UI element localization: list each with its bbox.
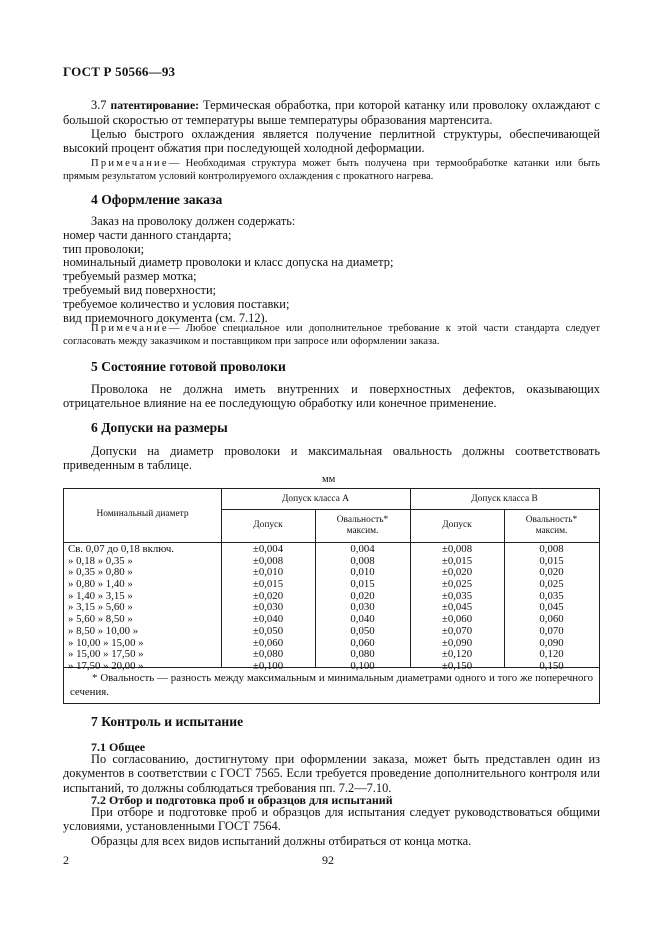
row-tolerance-a: ±0,020 (252, 589, 284, 602)
clause-text: Термическая обработка, при которой катанку или проволоку охлаждают с большой скоростью от температуры выше температуры образования мартенсита. (63, 98, 600, 128)
header-ovality-a (315, 515, 410, 537)
row-tolerance-a: ±0,100 (252, 659, 284, 672)
row-ovality-a: 0,015 (350, 578, 375, 591)
row-ovality-a: 0,008 (350, 554, 375, 567)
row-tolerance-b: ±0,060 (441, 613, 473, 626)
row-ovality-b: 0,090 (539, 636, 564, 649)
row-tolerance-b: ±0,070 (441, 624, 473, 637)
section-7-2-heading: 7.2 Отбор и подготовка проб и образцов для испытаний (91, 793, 393, 807)
row-ovality-b: 0,150 (539, 659, 564, 672)
row-ovality-b: 0,120 (539, 648, 564, 661)
header-nominal-diameter: Номинальный диаметр (96, 509, 189, 519)
row-diameter: » 5,60 » 8,50 » (68, 613, 133, 626)
list-item: Заказ на проволоку должен содержать: (91, 214, 296, 228)
header-tolerance-a: Допуск (253, 520, 283, 530)
row-tolerance-a: ±0,030 (252, 601, 284, 614)
section-4-heading: 4 Оформление заказа (91, 192, 223, 207)
row-ovality-b: 0,020 (539, 566, 564, 579)
section-5-heading: 5 Состояние готовой проволоки (91, 359, 286, 374)
section-7-1-heading: 7.1 Общее (91, 740, 146, 754)
row-diameter: » 3,15 » 5,60 » (68, 601, 133, 614)
row-tolerance-b: ±0,015 (441, 554, 473, 567)
row-tolerance-a: ±0,040 (252, 613, 284, 626)
row-ovality-a: 0,060 (350, 636, 375, 649)
section-7-2-text: При отборе и подготовке проб и образцов для испытания следует руководствоваться общими условиями, установленными ГОСТ 7564. (63, 805, 600, 834)
ovality-max-label: максим. (535, 526, 568, 536)
header-class-a: Допуск класса А (282, 494, 349, 504)
note-text: — Необходимая структура может быть получена при термообработке катанки или быть прямым результатом условий контролируемого охлаждения с прокатного нагрева. (63, 158, 600, 183)
row-diameter: » 1,40 » 3,15 » (68, 589, 133, 602)
row-tolerance-b: ±0,035 (441, 589, 473, 602)
row-diameter: » 0,80 » 1,40 » (68, 578, 133, 591)
note-1 (63, 157, 600, 183)
row-ovality-a: 0,080 (350, 648, 375, 661)
row-diameter: » 17,50 » 20,00 » (68, 659, 144, 672)
section-6-heading: 6 Допуски на размеры (91, 420, 228, 435)
tolerance-a-column (221, 544, 315, 673)
row-ovality-b: 0,035 (539, 589, 564, 602)
row-ovality-b: 0,008 (539, 543, 564, 555)
note-label: Примечание (91, 323, 169, 334)
row-diameter: » 8,50 » 10,00 » (68, 624, 139, 637)
row-tolerance-a: ±0,008 (252, 554, 284, 567)
row-ovality-b: 0,060 (539, 613, 564, 626)
section-5-text: Проволока не должна иметь внутренних и поверхностных дефектов, оказывающих отрицательное влияние на ее последующую обработку или конечное применение. (63, 382, 600, 411)
section-7-1-text: По согласованию, достигнутому при оформлении заказа, может быть представлен один из документов в соответствии с ГОСТ 7565. Если требуется проведение дополнительного контроля или испытаний, то должны соблюдаться требования пп. 7.2—7.10. (63, 752, 600, 795)
row-tolerance-b: ±0,090 (441, 636, 473, 649)
table-footnote: * Овальность — разность между максимальным и минимальным диаметрами одного и того же поперечного сечения. (70, 672, 593, 698)
row-tolerance-b: ±0,020 (441, 566, 473, 579)
table-divider (221, 509, 599, 510)
page-number-left: 2 (63, 853, 69, 867)
clause-term: патентирование: (110, 99, 199, 112)
row-diameter: » 10,00 » 15,00 » (68, 636, 144, 649)
row-diameter: » 0,35 » 0,80 » (68, 566, 133, 579)
row-tolerance-a: ±0,050 (252, 624, 284, 637)
header-class-b: Допуск класса В (471, 494, 538, 504)
row-ovality-b: 0,070 (539, 624, 564, 637)
row-tolerance-a: ±0,004 (252, 543, 284, 555)
section-3-7-paragraph-2: Целью быстрого охлаждения является получение перлитной структуры, обеспечивающей высокий процент обжатия при последующей холодной деформации. (63, 127, 600, 156)
diameter-column (68, 544, 220, 673)
row-ovality-b: 0,045 (539, 601, 564, 614)
row-ovality-a: 0,020 (350, 589, 375, 602)
note-2 (63, 322, 600, 348)
ovality-a-column (315, 544, 410, 673)
note-text: — Любое специальное или дополнительное требование к этой части стандарта следует согласовать между заказчиком и поставщиком при запросе или оформлении заказа. (63, 323, 600, 348)
row-diameter: » 15,00 » 17,50 » (68, 648, 144, 661)
ovality-label: Овальность* (525, 515, 578, 525)
header-tolerance-b: Допуск (442, 520, 472, 530)
row-ovality-a: 0,040 (350, 613, 375, 626)
row-tolerance-b: ±0,045 (441, 601, 473, 614)
row-ovality-a: 0,100 (350, 659, 375, 672)
ovality-max-label: максим. (346, 526, 379, 536)
row-ovality-a: 0,050 (350, 624, 375, 637)
table-unit: мм (322, 474, 336, 485)
row-tolerance-b: ±0,150 (441, 659, 473, 672)
page-number-center: 92 (322, 853, 334, 867)
list-item: номер части данного стандарта; (63, 227, 232, 242)
clause-number: 3.7 (91, 98, 107, 112)
list-item: номинальный диаметр проволоки и класс допуска на диаметр; (63, 255, 394, 270)
ovality-label: Овальность* (336, 515, 389, 525)
ovality-b-column (504, 544, 599, 673)
row-tolerance-a: ±0,080 (252, 648, 284, 661)
section-6-text: Допуски на диаметр проволоки и максимальная овальность должны соответствовать приведенным в таблице. (63, 444, 600, 473)
list-item: требуемое количество и условия поставки; (63, 296, 290, 311)
list-item: тип проволоки; (63, 241, 145, 256)
note-label: Примечание (91, 158, 169, 169)
header-ovality-b (504, 515, 599, 537)
list-item: требуемый размер мотка; (63, 269, 197, 284)
list-item: требуемый вид поверхности; (63, 282, 217, 297)
row-diameter: » 0,18 » 0,35 » (68, 554, 133, 567)
list-item: вид приемочного документа (см. 7.12). (63, 310, 268, 325)
row-tolerance-b: ±0,025 (441, 578, 473, 591)
row-ovality-b: 0,015 (539, 554, 564, 567)
row-ovality-a: 0,004 (350, 543, 375, 555)
row-diameter: Св. 0,07 до 0,18 включ. (68, 543, 174, 555)
row-tolerance-b: ±0,008 (441, 543, 473, 555)
section-3-7-paragraph (63, 98, 600, 128)
row-ovality-b: 0,025 (539, 578, 564, 591)
tolerance-b-column (410, 544, 504, 673)
row-ovality-a: 0,030 (350, 601, 375, 614)
document-header: ГОСТ Р 50566—93 (63, 64, 176, 79)
section-7-heading: 7 Контроль и испытание (91, 714, 244, 729)
row-tolerance-a: ±0,060 (252, 636, 284, 649)
row-tolerance-a: ±0,015 (252, 578, 284, 591)
tolerance-table (63, 488, 600, 704)
row-tolerance-b: ±0,120 (441, 648, 473, 661)
row-ovality-a: 0,010 (350, 566, 375, 579)
row-tolerance-a: ±0,010 (252, 566, 284, 579)
order-requirements-list (63, 214, 591, 325)
section-7-2-text-2: Образцы для всех видов испытаний должны отбираться от конца мотка. (91, 834, 472, 848)
